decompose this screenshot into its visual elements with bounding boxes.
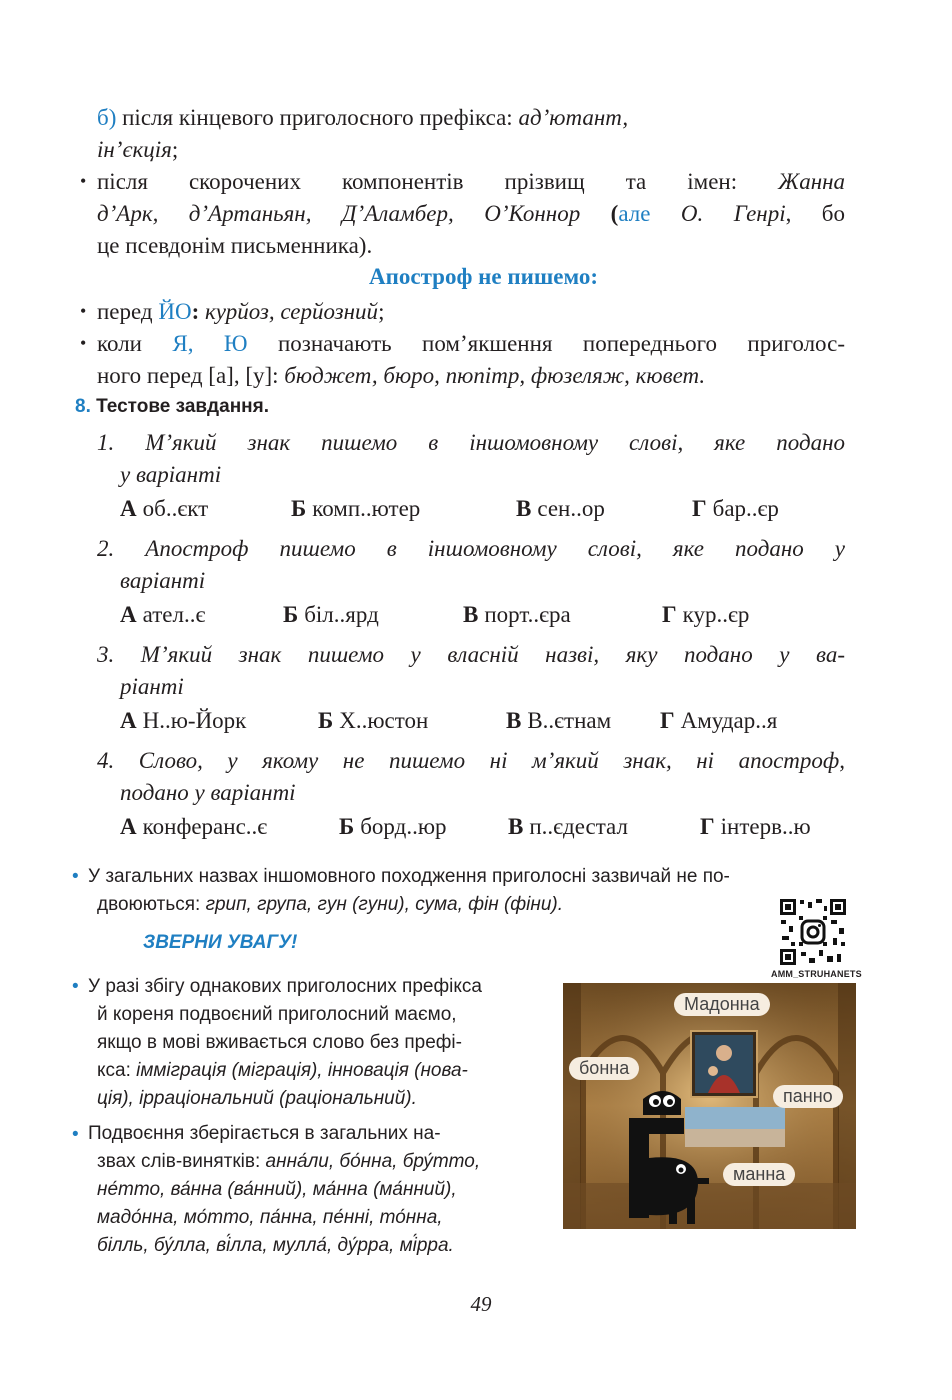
task-heading <box>75 396 269 418</box>
semicolon: ; <box>171 137 179 162</box>
no-apostrophe-heading: Апостроф не пишемо: <box>369 264 598 289</box>
option-letter: Г <box>700 814 715 839</box>
option-letter: Б <box>339 814 355 839</box>
option-text: бар..єр <box>712 496 779 521</box>
rule-names-tail: , бо <box>785 201 846 226</box>
option-letter: В <box>508 814 524 839</box>
option-text: об..єкт <box>142 496 209 521</box>
question-2-option-А[interactable] <box>120 599 205 631</box>
bullet-dot: • <box>80 171 87 191</box>
note2-examples: імміграція (міграція), інновація (нова- <box>136 1060 468 1081</box>
question-3-option-Г[interactable] <box>660 705 777 737</box>
question-2-line1: 2. Апостроф пишемо в іншомовному слові, яке подано у <box>97 536 845 561</box>
note3-line4: мадо́нна, мо́тто, па́нна, пе́нні, то́нна, <box>97 1207 443 1228</box>
item2-text: позначають пом’якшення попереднього приголос- <box>277 331 845 356</box>
option-letter: В <box>463 602 479 627</box>
item2-text-2: ного перед [а], [у]: <box>97 363 279 388</box>
rule-names-example: Жанна <box>778 169 846 194</box>
rule-names-tail-2: це псевдонім письменника). <box>97 233 373 258</box>
bullet-dot: • <box>72 976 79 997</box>
item1-pre: перед <box>97 299 153 324</box>
note2-line5 <box>97 1085 417 1113</box>
option-letter: А <box>120 496 137 521</box>
option-letter: Г <box>660 708 675 733</box>
bullet-dot: • <box>80 301 87 321</box>
question-4-line2: подано у варіанті <box>120 780 296 805</box>
option-text: п..єдестал <box>529 814 628 839</box>
rule-b-example: ад’ютант, <box>518 105 629 130</box>
note2-line4 <box>97 1057 468 1085</box>
qr-code[interactable] <box>779 898 847 966</box>
no-apos-item2-line2 <box>97 360 705 392</box>
qr-label: AMM_STRUHANETS <box>771 969 862 979</box>
paren: ( <box>610 201 619 226</box>
item2-key: Я, Ю <box>172 331 248 356</box>
option-letter: А <box>120 602 137 627</box>
question-4-line1: 4. Слово, у якому не пишемо ні м’який знак, ні апостроф, <box>97 748 845 773</box>
option-text: кур..єр <box>682 602 750 627</box>
option-text: Амудар..я <box>680 708 778 733</box>
question-3-option-В[interactable] <box>506 705 611 737</box>
option-letter: А <box>120 814 137 839</box>
note3-pre: звах слів-винятків: <box>97 1151 261 1172</box>
rule-b-line1 <box>97 102 628 134</box>
option-text: ател..є <box>142 602 206 627</box>
option-letter: Б <box>283 602 299 627</box>
rule-names-line1 <box>97 166 845 198</box>
option-letter: Г <box>692 496 707 521</box>
question-3-option-Б[interactable] <box>318 705 428 737</box>
note3-line2 <box>97 1148 480 1176</box>
note3-line5: білль, бу́лла, ві́лла, мулла́, ду́рра, мі́рра. <box>97 1235 454 1256</box>
rule-names-text: після скорочених компонентів прізвищ та імен: <box>97 169 738 194</box>
question-2-line2: варіанті <box>120 568 206 593</box>
label-manna: манна <box>723 1163 795 1186</box>
item1-key: ЙО <box>158 299 192 324</box>
question-1-line2: у варіанті <box>120 462 222 487</box>
question-1-line1: 1. М’який знак пишемо в іншомовному слові, яке подано <box>97 430 845 455</box>
label-panno: панно <box>773 1085 843 1108</box>
option-letter: В <box>516 496 532 521</box>
note2-examples-2: ція), ірраціональний (раціональний). <box>97 1088 417 1109</box>
bullet-dot: • <box>72 1124 79 1145</box>
rule-names-example-3: О. Генрі <box>680 201 786 226</box>
note1-pre: двоюються: <box>97 894 201 915</box>
question-4-option-В[interactable] <box>508 811 628 843</box>
rule-names-line3 <box>97 230 372 262</box>
option-text: інтерв..ю <box>720 814 811 839</box>
semicolon: ; <box>378 299 385 324</box>
question-1-option-В[interactable] <box>516 493 605 525</box>
rule-b-text: після кінцевого приголосного префікса: <box>122 105 513 130</box>
note2-line2: й кореня подвоєний приголосний маємо, <box>97 1004 457 1025</box>
option-text: конферанс..є <box>142 814 268 839</box>
note3-line3: не́тто, ва́нна (ва́нний), ма́нна (ма́нний), <box>97 1179 457 1200</box>
note3-line1: Подвоєння зберігається в загальних на- <box>88 1123 441 1144</box>
question-1-option-Б[interactable] <box>291 493 420 525</box>
option-text: Х..юстон <box>339 708 429 733</box>
question-2-option-Б[interactable] <box>283 599 379 631</box>
note2-pre: кса: <box>97 1060 131 1081</box>
rule-b-marker: б) <box>97 105 117 130</box>
option-text: Н..ю-Йорк <box>142 708 247 733</box>
note1-line2 <box>97 891 563 919</box>
option-text: борд..юр <box>360 814 447 839</box>
question-2-option-В[interactable] <box>463 599 571 631</box>
question-4-option-А[interactable] <box>120 811 267 843</box>
label-madonna: Мадонна <box>674 993 770 1016</box>
bullet-dot: • <box>72 866 79 887</box>
illustration <box>563 983 856 1229</box>
question-2-option-Г[interactable] <box>662 599 749 631</box>
option-letter: А <box>120 708 137 733</box>
question-3-option-А[interactable] <box>120 705 246 737</box>
page-number: 49 <box>470 1292 492 1316</box>
task-title: Тестове завдання. <box>96 396 270 417</box>
question-1-option-Г[interactable] <box>692 493 779 525</box>
rule-names-example-2: д’Арк, д’Артаньян, Д’Аламбер, О’Коннор <box>97 201 581 226</box>
rule-names-line2 <box>97 198 845 230</box>
option-letter: Б <box>318 708 334 733</box>
note2-line1: У разі збігу однакових приголосних префікса <box>88 976 482 997</box>
rule-names-but: але <box>618 201 651 226</box>
option-letter: В <box>506 708 522 733</box>
bullet-dot: • <box>80 333 87 353</box>
question-4-option-Б[interactable] <box>339 811 447 843</box>
question-1-option-А[interactable] <box>120 493 208 525</box>
item2-pre: коли <box>97 331 142 356</box>
option-text: комп..ютер <box>312 496 421 521</box>
option-text: В..єтнам <box>527 708 612 733</box>
option-text: порт..єра <box>484 602 571 627</box>
rule-b-example-2: ін’єкція <box>97 137 172 162</box>
task-number: 8. <box>75 396 91 417</box>
question-3-line1: 3. М’який знак пишемо у власній назві, яку подано у ва- <box>97 642 845 667</box>
rule-b-line2 <box>97 134 178 166</box>
label-bonna: бонна <box>569 1057 639 1080</box>
attention-heading: ЗВЕРНИ УВАГУ! <box>143 932 298 953</box>
item1-examples: курйоз, серйозний <box>205 299 379 324</box>
no-apos-item1 <box>97 296 384 328</box>
item2-examples: бюджет, бюро, пюпітр, фюзеляж, кювет. <box>284 363 706 388</box>
note1-line1: У загальних назвах іншомовного походження приголосні зазвичай не по- <box>88 866 730 887</box>
colon: : <box>191 299 200 324</box>
option-letter: Г <box>662 602 677 627</box>
note2-line3: якщо в мові вживається слово без префі- <box>97 1032 462 1053</box>
option-letter: Б <box>291 496 307 521</box>
question-4-option-Г[interactable] <box>700 811 811 843</box>
qr-code-graphic <box>779 898 847 966</box>
option-text: біл..ярд <box>304 602 379 627</box>
note1-examples: грип, група, гун (гуни), сума, фін (фіни). <box>205 894 564 915</box>
note3-examples: анна́ли, бо́нна, бру́тто, <box>265 1151 481 1172</box>
question-3-line2: ріанті <box>120 674 184 699</box>
no-apos-item2-line1 <box>97 328 845 360</box>
option-text: сен..ор <box>537 496 605 521</box>
